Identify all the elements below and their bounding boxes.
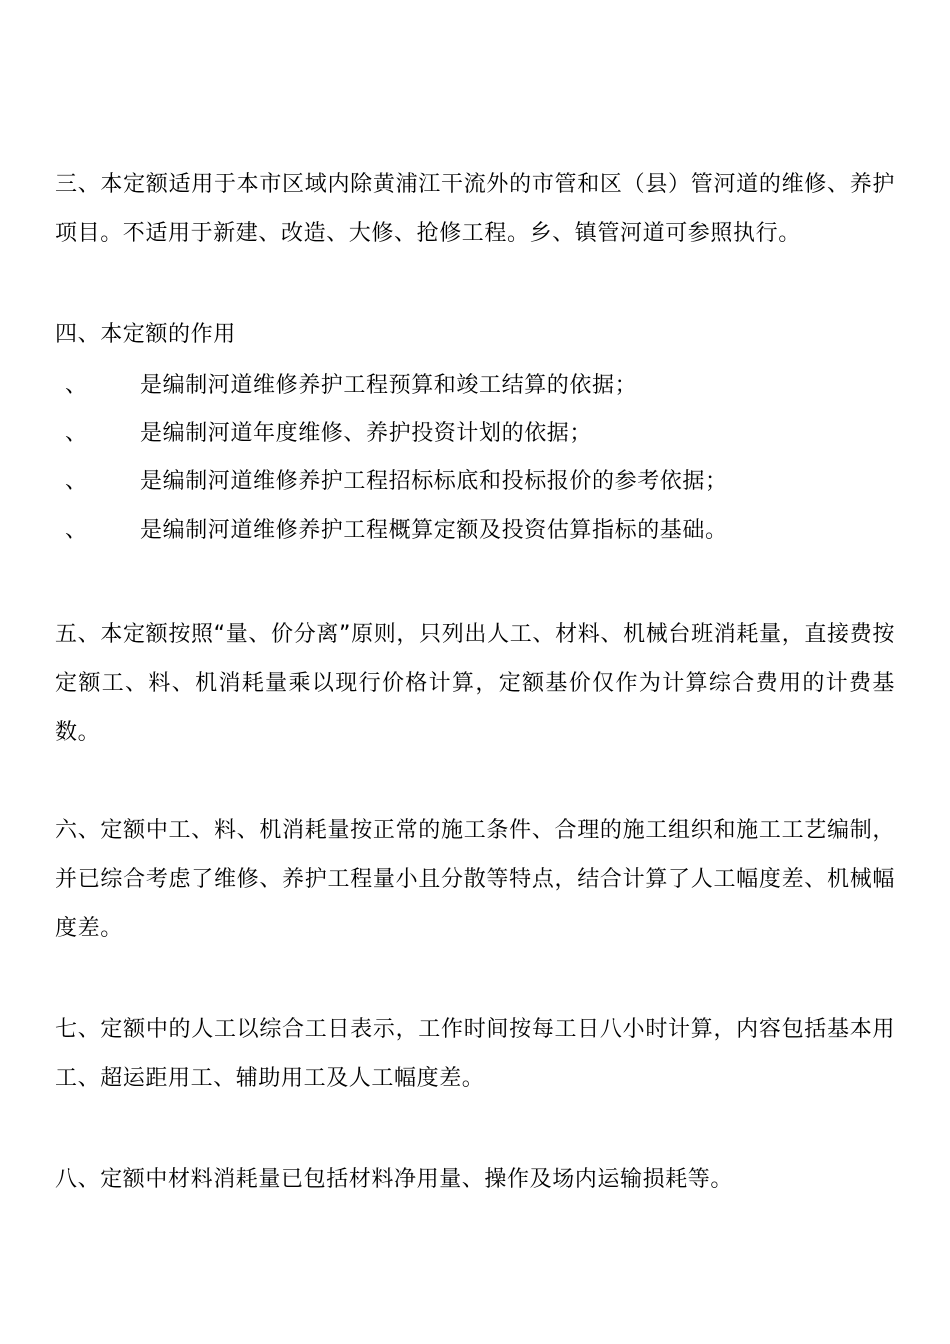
list-marker: 、: [65, 469, 88, 494]
list-item: [55, 418, 895, 450]
section-3-paragraph: 三、本定额适用于本市区域内除黄浦江干流外的市管和区（县）管河道的维修、养护项目。不适用于新建、改造、大修、抢修工程。乡、镇管河道可参照执行。: [55, 172, 895, 246]
section-7-paragraph: 七、定额中的人工以综合工日表示，工作时间按每工日八小时计算，内容包括基本用工、超运距用工、辅助用工及人工幅度差。: [55, 1017, 895, 1091]
list-item-text: 是编制河道维修养护工程招标标底和投标报价的参考依据；: [140, 469, 728, 494]
list-item-text: 是编制河道年度维修、养护投资计划的依据；: [140, 421, 593, 446]
list-marker: 、: [65, 373, 88, 398]
list-item: [55, 466, 895, 498]
list-item: [55, 515, 895, 547]
list-marker: 、: [65, 421, 88, 446]
list-marker: 、: [65, 518, 88, 543]
list-item-text: 是编制河道维修养护工程预算和竣工结算的依据；: [140, 373, 638, 398]
section-4-heading: 四、本定额的作用: [55, 322, 236, 347]
list-item-text: 是编制河道维修养护工程概算定额及投资估算指标的基础。: [140, 518, 728, 543]
section-6-paragraph: 六、定额中工、料、机消耗量按正常的施工条件、合理的施工组织和施工工艺编制，并已综合考虑了维修、养护工程量小且分散等特点，结合计算了人工幅度差、机械幅度差。: [55, 818, 895, 941]
section-5-paragraph: 五、本定额按照“量、价分离”原则，只列出人工、材料、机械台班消耗量，直接费按定额工、料、机消耗量乘以现行价格计算，定额基价仅作为计算综合费用的计费基数。: [55, 622, 895, 745]
section-8-paragraph: 八、定额中材料消耗量已包括材料净用量、操作及场内运输损耗等。: [55, 1167, 734, 1192]
list-item: [55, 370, 895, 402]
